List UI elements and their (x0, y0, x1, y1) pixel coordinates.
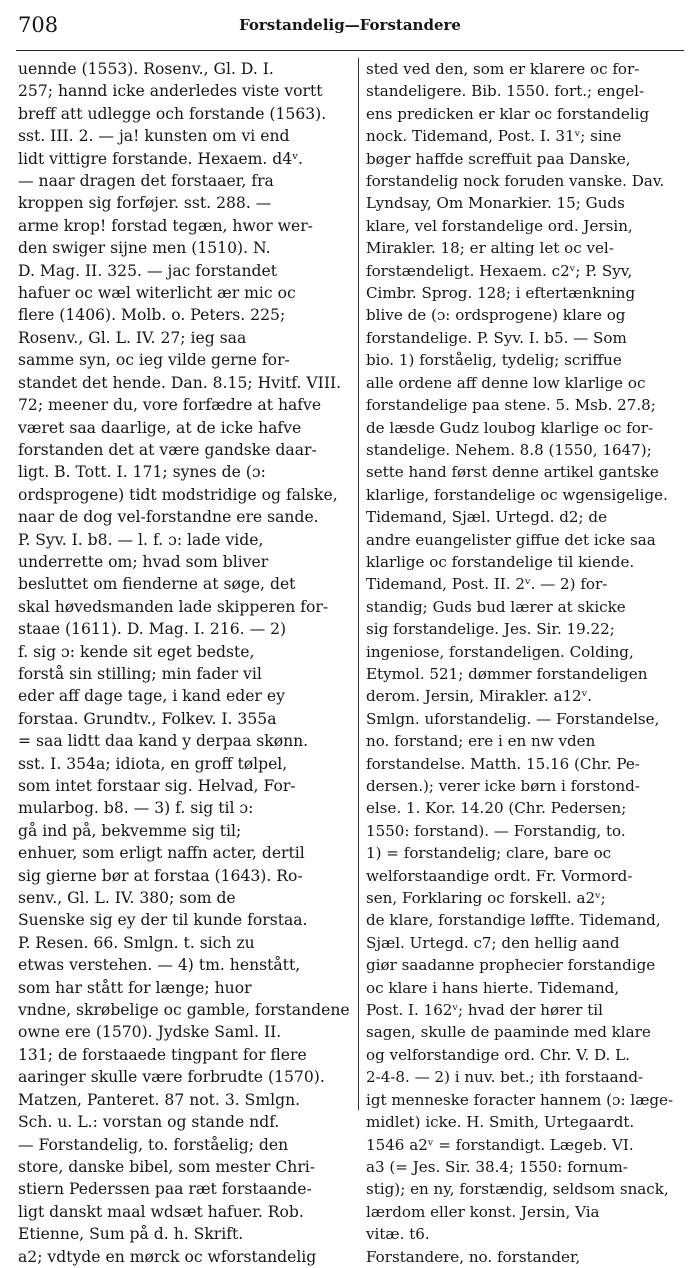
text-line: stiern Pederssen paa ræt forstaande- (18, 1180, 312, 1199)
text-line: andre euangelister giffue det icke saa (366, 530, 656, 549)
text-line: 257; hannd icke anderledes viste vortt (18, 82, 323, 101)
text-line: samme syn, oc ieg vilde gerne for- (18, 351, 290, 370)
text-line: = saa lidtt daa kand y derpaa skønn. (18, 732, 309, 751)
text-line: igt menneske foracter hannem (ɔ: læge- (366, 1090, 674, 1109)
text-line: sagen, skulle de paaminde med klare (366, 1023, 651, 1042)
text-line: Etymol. 521; dømmer forstandeligen (366, 664, 648, 683)
text-line: sig gierne bør at forstaa (1643). Ro- (18, 866, 303, 885)
text-line: arme krop! forstad tegæn, hwor wer- (18, 216, 313, 235)
text-line: sette hand først denne artikel gantske (366, 463, 659, 482)
text-line: ligt. B. Tott. I. 171; synes de (ɔ: (18, 463, 266, 482)
text-line: 131; de forstaaede tingpant for flere (18, 1045, 307, 1064)
text-line: 2-4-8. — 2) i nuv. bet.; ith forstaand- (366, 1068, 644, 1087)
text-line: lidt vittigre forstande. Hexaem. d4ᵛ. (18, 149, 303, 168)
text-line: klarlige oc forstandelige til kiende. (366, 552, 635, 571)
text-line: været saa daarlige, at de icke hafve (18, 418, 302, 437)
text-line: og velforstandige ord. Chr. V. D. L. (366, 1045, 630, 1064)
text-line: ordsprogene) tidt modstridige og falske, (18, 485, 338, 504)
text-line: klarlige, forstandelige oc wgensigelige. (366, 485, 668, 504)
text-line: forstandelse. Matth. 15.16 (Chr. Pe- (366, 754, 640, 773)
text-line: standelige. Nehem. 8.8 (1550, 1647); (366, 440, 652, 459)
text-line: standeligere. Bib. 1550. fort.; engel- (366, 82, 645, 101)
text-line: enhuer, som erligt naffn acter, dertil (18, 844, 305, 863)
text-line: underrette om; hvad som bliver (18, 552, 269, 571)
text-line: etwas verstehen. — 4) tm. henstått, (18, 956, 301, 975)
text-line: bøger haffde screffuit paa Danske, (366, 149, 631, 168)
text-line: Matzen, Panteret. 87 not. 3. Smlgn. (18, 1090, 301, 1109)
text-line: no. forstand; ere i en nw vden (366, 732, 596, 751)
text-line: Tidemand, Post. II. 2ᵛ. — 2) for- (366, 575, 608, 594)
text-line: sig forstandelige. Jes. Sir. 19.22; (366, 620, 615, 639)
text-line: flere (1406). Molb. o. Peters. 225; (18, 306, 286, 325)
text-line: eder aff dage tage, i kand eder ey (18, 687, 285, 706)
text-line: aaringer skulle være forbrudte (1570). (18, 1068, 325, 1087)
text-line: forstaa. Grundtv., Folkev. I. 355a (18, 709, 277, 728)
text-line: giør saadanne prophecier forstandige (366, 956, 656, 975)
text-line: ens predicken er klar oc forstandelig (366, 104, 650, 123)
text-line: kroppen sig forføjer. sst. 288. — (18, 194, 272, 213)
text-line: Rosenv., Gl. L. IV. 27; ieg saa (18, 328, 247, 347)
text-line: 72; meener du, vore forfædre at hafve (18, 396, 322, 415)
text-line: welforstaandige ordt. Fr. Vormord- (366, 866, 633, 885)
text-line: Etienne, Sum på d. h. Skrift. (18, 1225, 244, 1244)
text-line: forstanden det at være gandske daar- (18, 440, 317, 459)
text-line: Smlgn. uforstandelig. — Forstandelse, (366, 709, 660, 728)
text-line: P. Resen. 66. Smlgn. t. sich zu (18, 933, 255, 952)
text-line: ligt danskt maal wdsæt hafuer. Rob. (18, 1202, 304, 1221)
text-line: — Forstandelig, to. forståelig; den (18, 1135, 289, 1154)
page-header (18, 10, 682, 40)
text-line: vitæ. t6. (366, 1225, 430, 1244)
text-line: mularbog. b8. — 3) f. sig til ɔ: (18, 799, 254, 818)
text-line: de klare, forstandige løffte. Tidemand, (366, 911, 661, 930)
text-line: forstå sin stilling; min fader vil (18, 664, 262, 683)
text-line: senv., Gl. L. IV. 380; som de (18, 889, 236, 908)
text-line: staae (1611). D. Mag. I. 216. — 2) (18, 620, 287, 639)
text-line: lærdom eller konst. Jersin, Via (366, 1202, 600, 1221)
text-line: forstandelige. P. Syv. I. b5. — Som (366, 328, 627, 347)
text-line: sst. III. 2. — ja! kunsten om vi end (18, 127, 290, 146)
running-title: Forstandelig—Forstandere (239, 16, 461, 34)
text-line: midlet) icke. H. Smith, Urtegaardt. (366, 1113, 635, 1132)
text-line: oc klare i hans hierte. Tidemand, (366, 978, 620, 997)
text-line: de læsde Gudz loubog klarlige oc for- (366, 418, 654, 437)
text-line: owne ere (1570). Jydske Saml. II. (18, 1023, 282, 1042)
text-line: blive de (ɔ: ordsprogene) klare og (366, 306, 626, 325)
left-column (18, 58, 350, 1266)
right-column (366, 58, 684, 1266)
page-number: 708 (18, 13, 59, 37)
text-line: hafuer oc wæl witerlicht ær mic oc (18, 284, 296, 303)
text-line: store, danske bibel, som mester Chri- (18, 1157, 316, 1176)
text-line: Sch. u. L.: vorstan og stande ndf. (18, 1113, 280, 1132)
text-line: D. Mag. II. 325. — jac forstandet (18, 261, 278, 280)
text-line: else. 1. Kor. 14.20 (Chr. Pedersen; (366, 799, 627, 818)
text-line: forstandelig nock foruden vanske. Dav. (366, 172, 665, 191)
text-line: Lyndsay, Om Monarkier. 15; Guds (366, 194, 625, 213)
text-line: sted ved den, som er klarere oc for- (366, 60, 640, 78)
text-line: 1546 a2ᵛ = forstandigt. Lægeb. VI. (366, 1135, 634, 1154)
text-line: den swiger sijne men (1510). N. (18, 239, 271, 258)
text-line: alle ordene aff denne low klarlige oc (366, 373, 646, 392)
text-line: nock. Tidemand, Post. I. 31ᵛ; sine (366, 127, 622, 146)
text-line: Sjæl. Urtegd. c7; den hellig aand (366, 933, 620, 952)
column-divider (358, 58, 359, 1110)
text-line: derom. Jersin, Mirakler. a12ᵛ. (366, 687, 593, 706)
text-line: forstændeligt. Hexaem. c2ᵛ; P. Syv, (366, 261, 633, 280)
text-line: 1550: forstand). — Forstandig, to. (366, 821, 626, 840)
text-line: bio. 1) forståelig, tydelig; scriffue (366, 351, 622, 370)
text-line: standig; Guds bud lærer at skicke (366, 597, 626, 616)
text-line: — naar dragen det forstaaer, fra (18, 172, 274, 191)
text-line: klare, vel forstandelige ord. Jersin, (366, 216, 633, 235)
text-line: breff att udlegge och forstande (1563). (18, 104, 327, 123)
text-line: standet det hende. Dan. 8.15; Hvitf. VIII. (18, 373, 342, 392)
text-line: gå ind på, bekvemme sig til; (18, 821, 242, 840)
text-line: uennde (1553). Rosenv., Gl. D. I. (18, 60, 274, 78)
text-line: som intet forstaar sig. Helvad, For- (18, 777, 296, 795)
text-line: vndne, skrøbelige oc gamble, forstandene (18, 1001, 350, 1020)
text-line: 1) = forstandelig; clare, bare oc (366, 844, 612, 863)
text-line: dersen.); verer icke børn i forstond- (366, 777, 640, 795)
text-line: naar de dog vel-forstandne ere sande. (18, 508, 319, 527)
text-line: a3 (= Jes. Sir. 38.4; 1550: fornum- (366, 1157, 628, 1176)
text-line: Suenske sig ey der til kunde forstaa. (18, 911, 308, 930)
header-rule (16, 50, 684, 51)
text-line: skal høvedsmanden lade skipperen for- (18, 597, 329, 616)
text-line: ingeniose, forstandeligen. Colding, (366, 642, 634, 661)
text-line: f. sig ɔ: kende sit eget bedste, (18, 642, 255, 661)
text-line: som har stått for længe; huor (18, 978, 252, 997)
text-line: P. Syv. I. b8. — l. f. ɔ: lade vide, (18, 530, 264, 549)
text-line: forstandelige paa stene. 5. Msb. 27.8; (366, 396, 656, 415)
text-line: sen, Forklaring oc forskell. a2ᵛ; (366, 889, 606, 908)
text-line: Mirakler. 18; er alting let oc vel- (366, 239, 614, 258)
text-line: besluttet om fienderne at søge, det (18, 575, 296, 594)
text-line: Post. I. 162ᵛ; hvad der hører til (366, 1001, 603, 1020)
text-line: Tidemand, Sjæl. Urtegd. d2; de (366, 508, 608, 527)
text-line: sst. I. 354a; idiota, en groff tølpel, (18, 754, 288, 773)
text-line: Cimbr. Sprog. 128; i eftertænkning (366, 284, 636, 303)
text-line: stig); en ny, forstændig, seldsom snack, (366, 1180, 669, 1199)
text-line: a2; vdtyde en mørck oc wforstandelig (18, 1247, 317, 1266)
text-line: Forstandere, no. forstander, (366, 1247, 581, 1266)
